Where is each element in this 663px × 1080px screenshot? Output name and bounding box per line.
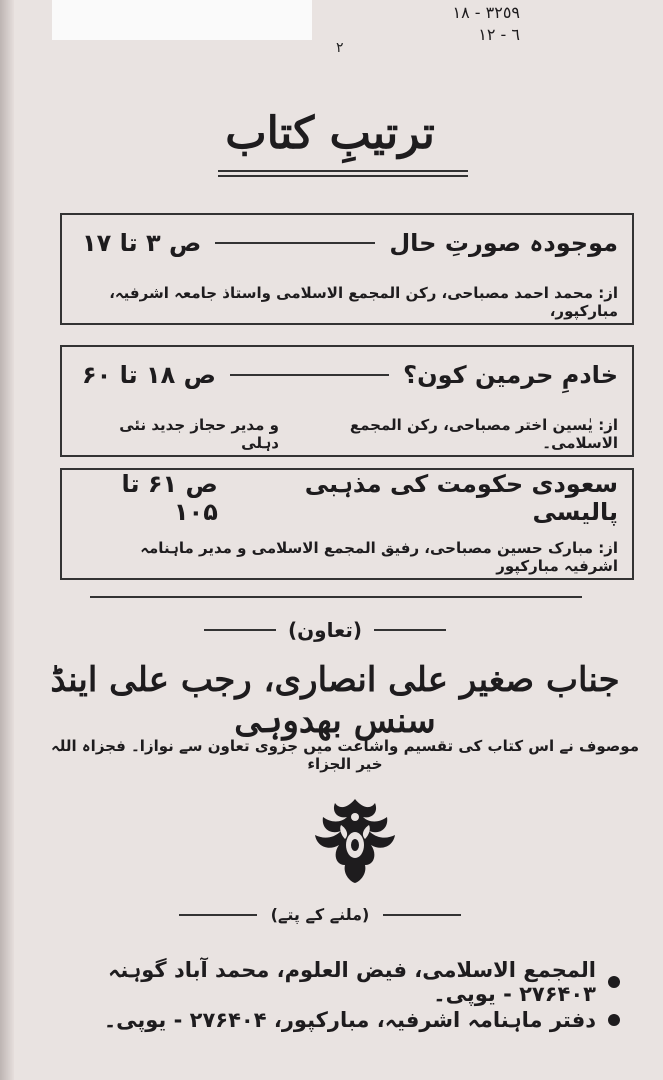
toc-title: سعودی حکومت کی مذہبی پالیسی [304, 470, 618, 526]
acknowledgement-note: موصوف نے اس کتاب کی تقسیم واشاعت میں جزوی تعاون سے نوازا۔ فجزاہ اللہ خیر الجزاء [50, 737, 639, 773]
bullet-icon [608, 976, 620, 988]
stamp-mark-2: ٦ - ١٢ [478, 25, 520, 44]
rule-right [204, 629, 276, 631]
leader-line [215, 242, 375, 244]
rule-left [383, 914, 461, 916]
addresses-heading-label: (ملنے کے پتے) [270, 905, 370, 924]
page-number: ۲ [336, 40, 344, 56]
toc-title: موجودہ صورتِ حال [389, 229, 618, 257]
title-underline-2 [218, 175, 468, 177]
toc-entry-heading [82, 470, 618, 526]
toc-pages: ص ۳ تا ۱۷ [82, 229, 202, 257]
toc-title: خادمِ حرمین کون؟ [403, 361, 618, 389]
toc-entry [60, 213, 634, 325]
toc-entry-heading [82, 357, 618, 393]
floral-ornament-icon [305, 795, 405, 885]
cooperation-heading [200, 618, 450, 642]
section-divider [90, 596, 582, 598]
toc-author-line [82, 539, 618, 575]
rule-right [179, 914, 257, 916]
addresses-heading [160, 905, 480, 924]
white-tape-patch [52, 0, 312, 40]
toc-author-extra: و مدیر حجاز جدید نئی دہلی [119, 416, 279, 452]
faded-stamp [330, 2, 520, 64]
toc-entry-heading [82, 225, 618, 261]
stamp-mark-1: ٣٢٥٩ - ١٨ [452, 3, 520, 22]
bullet-icon [608, 1014, 620, 1026]
toc-author: از: مبارک حسین مصباحی، رفیق المجمع الاسلامی و مدیر ماہنامہ اشرفیہ مبارکپور [140, 539, 618, 575]
cooperation-label: (تعاون) [287, 618, 363, 642]
page-title: ترتیبِ کتاب [225, 108, 435, 159]
toc-author: از: محمد احمد مصباحی، رکن المجمع الاسلامی واستاذ جامعہ اشرفیہ، مبارکپور، [109, 284, 618, 320]
toc-entry [60, 468, 634, 580]
address-text: دفتر ماہنامہ اشرفیہ، مبارکپور، ۲۷۶۴۰۴ - یوپی۔ [103, 1008, 596, 1032]
address-item [60, 1008, 620, 1032]
rule-left [374, 629, 446, 631]
leader-line [230, 374, 389, 376]
address-text: المجمع الاسلامی، فیض العلوم، محمد آباد گوہنہ ۲۷۶۴۰۳ - یوپی۔ [108, 958, 596, 1006]
address-item [60, 958, 620, 1006]
toc-entry [60, 345, 634, 457]
patron-name: جناب صغیر علی انصاری، رجب علی اینڈ سنس بھدوہی [50, 660, 620, 741]
title-underline-1 [218, 170, 468, 172]
toc-pages: ص ۱۸ تا ۶۰ [82, 361, 216, 389]
toc-author-line [82, 416, 618, 452]
toc-pages: ص ۶۱ تا ۱۰۵ [121, 470, 218, 526]
toc-author-line [82, 284, 618, 320]
toc-author: از: یٰسین اختر مصباحی، رکن المجمع الاسلامی۔ [349, 416, 618, 452]
